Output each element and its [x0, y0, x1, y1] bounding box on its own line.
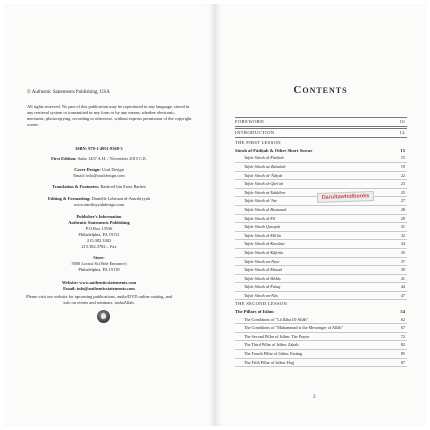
website-info: Website: www.authenticstatements.com Email: info@authenticstatements.com [61, 280, 137, 291]
toc-entry-label: Tafsīr Sūrah Quraysh [244, 224, 281, 230]
toc-entry-label: Tafsīr Sūrah al-'Ādiyāt [244, 172, 283, 178]
toc-entry-page: 12 [399, 130, 405, 136]
toc-entry-label: Tafsīr Sūrah an-Naṣr [244, 258, 280, 264]
toc-entry-label: The Second Pillar of Islām: The Prayer [244, 333, 310, 339]
toc-entry-label: Tafsīr Sūrah al-Kāfirūn [244, 249, 284, 255]
toc-entry-page: 23 [400, 181, 405, 187]
toc-entry-label: Tafsīr Sūrah at-Takāthur [244, 189, 286, 195]
toc-entry [235, 333, 407, 342]
toc-entry [235, 232, 407, 241]
toc-entry [235, 359, 407, 368]
toc-entry-page: 39 [400, 267, 405, 273]
toc-entry-label: FOREWORD [235, 119, 264, 124]
toc-entry-label: Tafsīr Sūrah al-'Asr [244, 198, 278, 204]
toc-entry-page: 82 [400, 342, 405, 348]
copyright-line: © Authentic Statements Publishing, USA [27, 90, 110, 95]
toc-entry-page: 19 [400, 163, 405, 169]
toc-entry [235, 266, 407, 275]
toc-entry [235, 215, 407, 224]
toc-entry-label: Sūrah al-Fātiḥah & Other Short Suwar [235, 147, 313, 153]
cover-design-info: Cover Design: Usul Design Email: info@usuldesign.com [73, 167, 125, 178]
toc-entry-label: Tafsīr Sūrah al-Fīl [244, 215, 276, 221]
toc-entry-label: INTRODUCTION [235, 130, 275, 136]
toc-entry-label: The Conditions of "Lā Ilāha Ill-Allāh" [244, 316, 309, 322]
toc-entry-page: 34 [400, 241, 405, 247]
page-title: Contents [293, 84, 348, 96]
toc-entry-page: 25 [400, 189, 405, 195]
toc-entry-page: 31 [400, 224, 405, 230]
toc-entry-page: 62 [400, 316, 405, 322]
toc-entry-page: 54 [400, 309, 405, 315]
translation-info: Translation & Footnotes: Rashced bin Estes Barbee [52, 184, 146, 189]
toc-entry [235, 249, 407, 258]
toc-entry-page: 72 [400, 333, 405, 339]
copyright-page [4, 4, 215, 426]
toc-entry [235, 350, 407, 359]
toc-entry-page: 15 [400, 155, 405, 161]
toc-entry-label: THE SECOND LESSON [235, 301, 288, 307]
publisher-logo-icon [97, 310, 110, 323]
toc-entry [235, 117, 407, 127]
toc-entry-label: THE FIRST LESSON [235, 140, 281, 146]
editing-info: Editing & Formatting: Danielle Lebeuon al-Amrikiyyah www.amrikiyyahdesign.com [47, 196, 151, 207]
isbn: ISBN: 978-1-4951-8368-3 [75, 146, 123, 151]
toc-entry-label: Tafsīr Sūrah al-Mā'ūn [244, 232, 282, 238]
toc-entry-label: Tafsīr Sūrah al-Qāri'ah [244, 181, 284, 187]
toc-entry-label: Tafsīr Sūrah al-Masad [244, 267, 282, 273]
toc-entry-label: Tafsīr Sūrah al-Humazah [244, 206, 287, 212]
contents-page [215, 4, 426, 426]
edition-info: First Edition: Safar 1437 A.H. / November 2015 C.E. [51, 156, 147, 161]
toc-entry [235, 258, 407, 267]
toc-entry [235, 223, 407, 232]
toc-entry-page: 29 [400, 215, 405, 221]
toc-entry-page: 47 [400, 292, 405, 298]
watermark: Darultawhidbooks [317, 191, 374, 203]
toc-entry-label: The Pillars of Islām [235, 309, 274, 315]
toc-entry-label: The Third Pillar of Islām: Zakah [244, 342, 299, 348]
store-info: Store: 5000 Locust St.(Side Entrance) Philadelphia, PA 19139 [71, 255, 127, 272]
toc-entry-label: Tafsīr Sūrah al-Kawthar [244, 241, 286, 247]
toc-entry [235, 172, 407, 181]
toc-entry [235, 206, 407, 215]
toc-entry [235, 308, 407, 316]
page-number: 3 [313, 395, 316, 400]
toc-entry-page: 32 [400, 232, 405, 238]
visit-note: Please visit our website for upcoming publications, audio/DVD online catalog, and info on events and seminars, inshaAllah. [26, 294, 172, 305]
toc-entry [235, 139, 407, 147]
toc-entry [235, 240, 407, 249]
toc-entry [235, 154, 407, 163]
toc-entry [235, 275, 407, 284]
table-of-contents [235, 117, 407, 367]
toc-entry [235, 292, 407, 301]
toc-entry [235, 341, 407, 350]
toc-entry [235, 128, 407, 138]
toc-entry-page: 10 [399, 119, 405, 124]
toc-entry-page: 85 [400, 351, 405, 357]
toc-entry [235, 324, 407, 333]
toc-entry-label: Tafsīr Sūrah al-Ikhlāṣ [244, 275, 281, 281]
book-spread [4, 4, 426, 426]
toc-entry-page: 27 [400, 198, 405, 204]
toc-entry-page: 37 [400, 258, 405, 264]
toc-entry-page: 35 [400, 249, 405, 255]
toc-entry-label: Tafsīr Sūrah an-Nās [244, 292, 278, 298]
toc-entry-label: The Conditions of "Muhammad is the Messenger of Allāh" [244, 325, 344, 331]
toc-entry-label: Tafsīr Sūrah al-Fātiḥah [244, 155, 284, 161]
toc-entry [235, 283, 407, 292]
toc-entry [235, 147, 407, 155]
toc-entry-page: 28 [400, 206, 405, 212]
toc-entry [235, 316, 407, 325]
publisher-info: Publisher's Information Authentic Statements Publishing P.O.Box 15536 Philadelphia, PA 19131 215.382.3382 215.382.3782 – Fax [68, 214, 130, 249]
toc-entry-label: The Fifth Pillar of Islām: Hajj [244, 359, 295, 365]
toc-entry-page: 15 [400, 147, 405, 153]
toc-entry-label: Tafsīr Sūrah al-Falaq [244, 284, 281, 290]
toc-entry-label: Tafsīr Sūrah az-Zalzalah [244, 163, 286, 169]
toc-entry [235, 163, 407, 172]
toc-entry-page: 22 [400, 172, 405, 178]
toc-entry-page: 41 [400, 275, 405, 281]
toc-entry-page: 87 [400, 359, 405, 365]
toc-entry-page: 44 [400, 284, 405, 290]
toc-entry-label: The Fourth Pillar of Islām: Fasting [244, 351, 303, 357]
toc-entry [235, 180, 407, 189]
toc-entry-page: 67 [400, 325, 405, 331]
toc-entry [235, 300, 407, 308]
rights-statement: All rights reserved. No part of this publication may be reproduced in any language, stored in any retrieval system or transmitted in any form or by any means, whether electronic, mechanic, photocopying, recording or otherwise, without express permission of the copyright owner. [27, 104, 192, 127]
